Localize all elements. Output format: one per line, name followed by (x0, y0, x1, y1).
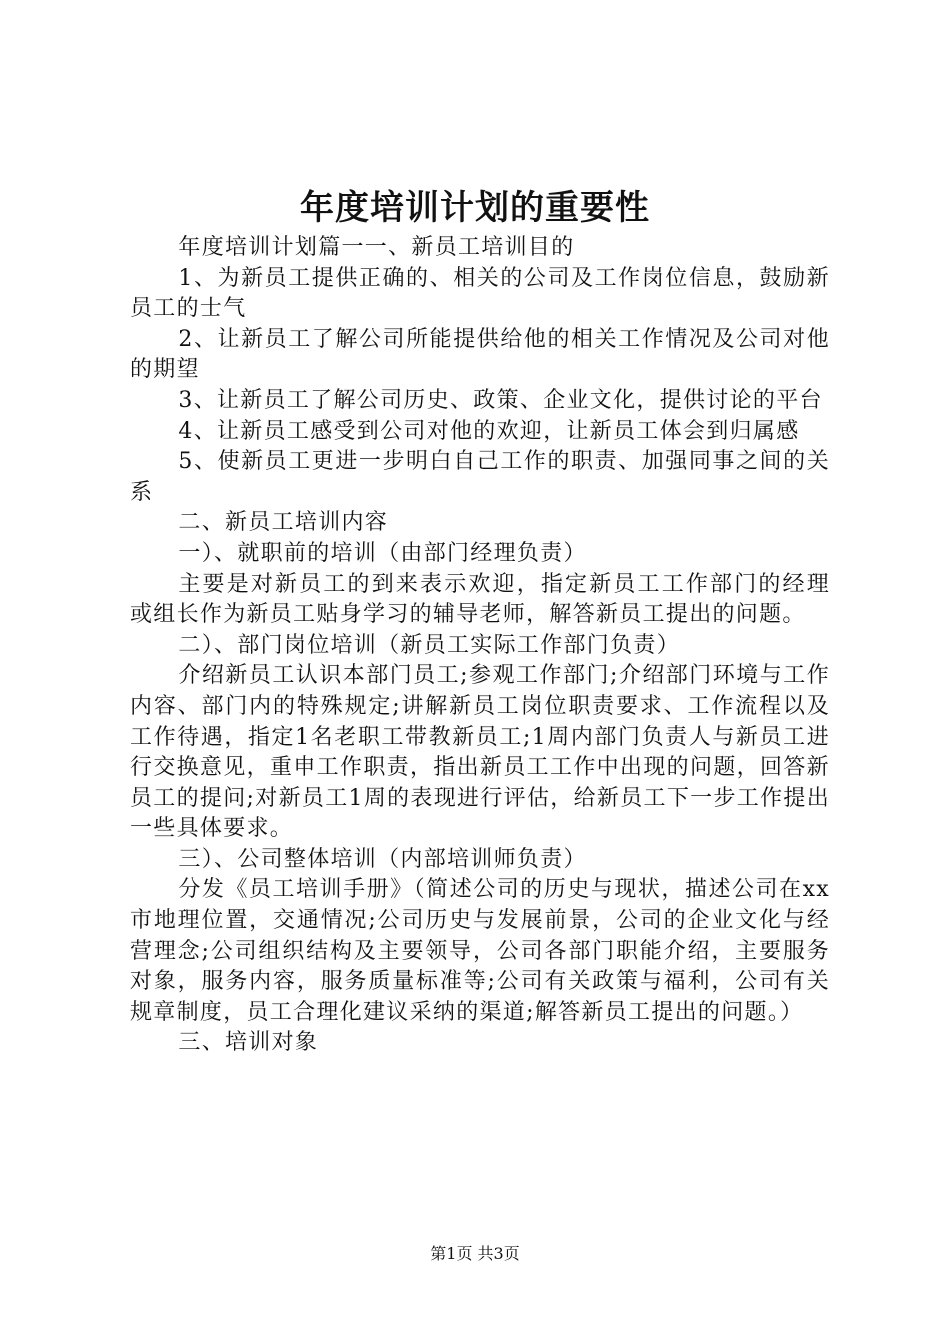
subsection-heading-pre-job: 一）、就职前的培训（由部门经理负责） (178, 540, 587, 566)
section-heading-audience: 三、培训对象 (178, 1030, 319, 1056)
paragraph-department: 介绍新员工认识本部门员工;参观工作部门;介绍部门环境与工作内容、部门内的特殊规定;讲解新员工岗位职责要求、工作流程以及工作待遇，指定1名老职工带教新员工;1周内部门负责人与新员工进行交换意见，重申工作职责，指出新员工工作中出现的问题，回答新员工的提问;对新员工1周的表现进行评估，给新员工下一步工作提出一些具体要求。 (130, 663, 830, 842)
subsection-heading-department: 二）、部门岗位培训（新员工实际工作部门负责） (178, 632, 680, 658)
paragraph-intro: 年度培训计划篇一一、新员工培训目的 (178, 235, 575, 260)
paragraph-goal-1: 1、为新员工提供正确的、相关的公司及工作岗位信息，鼓励新员工的士气 (130, 265, 830, 322)
page-number: 第1页 共3页 (430, 1244, 520, 1263)
paragraph-pre-job: 主要是对新员工的到来表示欢迎，指定新员工工作部门的经理或组长作为新员工贴身学习的辅导老师，解答新员工提出的问题。 (130, 571, 830, 628)
subsection-heading-company: 三）、公司整体培训（内部培训师负责） (178, 846, 587, 872)
paragraph-goal-5: 5、使新员工更进一步明白自己工作的职责、加强同事之间的关系 (130, 449, 830, 505)
paragraph-goal-2: 2、让新员工了解公司所能提供给他的相关工作情况及公司对他的期望 (130, 326, 830, 383)
section-heading-content: 二、新员工培训内容 (178, 510, 389, 536)
document-title: 年度培训计划的重要性 (300, 188, 650, 228)
paragraph-company: 分发《员工培训手册》（简述公司的历史与现状，描述公司在xx市地理位置，交通情况;公司历史与发展前景，公司的企业文化与经营理念;公司组织结构及主要领导，公司各部门职能介绍，主要服务对象，服务内容，服务质量标准等;公司有关政策与福利，公司有关规章制度，员工合理化建议采纳的渠道;解答新员工提出的问题。） (130, 877, 830, 1025)
document-body (130, 233, 830, 1059)
paragraph-goal-4: 4、让新员工感受到公司对他的欢迎，让新员工体会到归属感 (178, 418, 800, 444)
paragraph-goal-3: 3、让新员工了解公司历史、政策、企业文化，提供讨论的平台 (178, 387, 823, 413)
